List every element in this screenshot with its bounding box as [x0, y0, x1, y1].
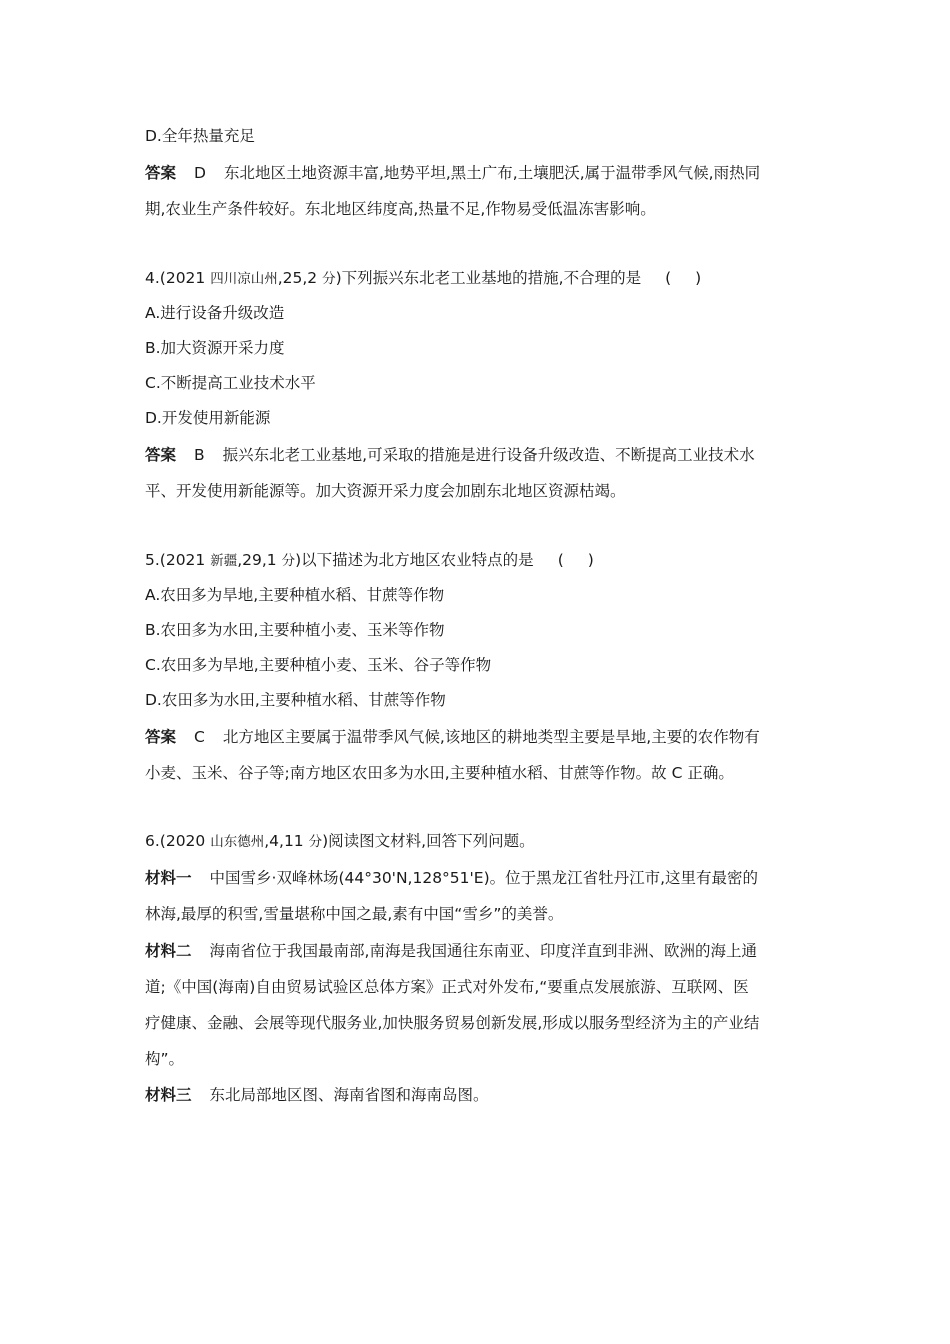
- material-1-line-1: [145, 868, 758, 888]
- answer-label: 答案: [145, 446, 177, 464]
- question-number: 4.(2021: [145, 269, 206, 287]
- q5-option-c: C.农田多为旱地,主要种植小麦、玉米、谷子等作物: [145, 656, 492, 674]
- question-text: )阅读图文材料,回答下列问题。: [322, 832, 535, 850]
- material-2-label: 材料二: [145, 942, 192, 960]
- q4-answer-line-1: [145, 445, 755, 465]
- q4-option-c: C.不断提高工业技术水平: [145, 374, 316, 392]
- q4-option-b: B.加大资源开采力度: [145, 339, 285, 357]
- answer-bracket: ( ): [665, 269, 702, 287]
- answer-bracket: ( ): [557, 551, 594, 569]
- q5-option-b: B.农田多为水田,主要种植小麦、玉米等作物: [145, 621, 445, 639]
- answer-label: 答案: [145, 728, 177, 746]
- material-2-line-3: 疗健康、金融、会展等现代服务业,加快服务贸易创新发展,形成以服务型经济为主的产业结: [145, 1014, 760, 1032]
- answer-text: 东北地区土地资源丰富,地势平坦,黑土广布,土壤肥沃,属于温带季风气候,雨热同: [223, 164, 761, 182]
- material-1-label: 材料一: [145, 869, 192, 887]
- question-points: ,4,11: [264, 832, 304, 850]
- q5-option-a: A.农田多为旱地,主要种植水稻、甘蔗等作物: [145, 586, 445, 604]
- material-3-line-1: [145, 1085, 489, 1105]
- answer-label: 答案: [145, 164, 177, 182]
- points-unit: 分: [281, 553, 296, 569]
- q4-stem: [145, 268, 713, 289]
- q6-stem: [145, 831, 535, 852]
- answer-letter: C: [194, 728, 205, 746]
- points-unit: 分: [308, 834, 323, 850]
- q3-option-d: D.全年热量充足: [145, 127, 255, 145]
- material-1-text: 中国雪乡·双峰林场(44°30'N,128°51'E)。位于黑龙江省牡丹江市,这里有最密的: [209, 869, 759, 887]
- q5-answer-line-1: [145, 727, 760, 747]
- question-source: 山东德州: [210, 834, 265, 850]
- q5-option-d: D.农田多为水田,主要种植水稻、甘蔗等作物: [145, 691, 446, 709]
- q5-stem: [145, 550, 606, 571]
- answer-letter: B: [194, 446, 205, 464]
- answer-text: 振兴东北老工业基地,可采取的措施是进行设备升级改造、不断提高工业技术水: [222, 446, 755, 464]
- question-source: 新疆: [210, 553, 238, 569]
- question-text: )以下描述为北方地区农业特点的是: [295, 551, 534, 569]
- material-2-line-4: 构”。: [145, 1050, 185, 1068]
- material-2-line-2: 道;《中国(海南)自由贸易试验区总体方案》正式对外发布,“要重点发展旅游、互联网、医: [145, 978, 749, 996]
- material-1-line-2: 林海,最厚的积雪,雪量堪称中国之最,素有中国“雪乡”的美誉。: [145, 905, 564, 923]
- material-3-label: 材料三: [145, 1086, 192, 1104]
- question-text: )下列振兴东北老工业基地的措施,不合理的是: [335, 269, 642, 287]
- question-number: 5.(2021: [145, 551, 206, 569]
- answer-letter: D: [194, 164, 206, 182]
- q4-option-d: D.开发使用新能源: [145, 409, 271, 427]
- question-number: 6.(2020: [145, 832, 206, 850]
- answer-text: 北方地区主要属于温带季风气候,该地区的耕地类型主要是旱地,主要的农作物有: [222, 728, 760, 746]
- material-2-line-1: [145, 941, 757, 961]
- material-2-text: 海南省位于我国最南部,南海是我国通往东南亚、印度洋直到非洲、欧洲的海上通: [209, 942, 757, 960]
- q3-answer-line-1: [145, 163, 760, 183]
- q5-answer-line-2: 小麦、玉米、谷子等;南方地区农田多为水田,主要种植水稻、甘蔗等作物。故 C 正确。: [145, 764, 734, 782]
- question-points: ,29,1: [237, 551, 277, 569]
- q4-option-a: A.进行设备升级改造: [145, 304, 285, 322]
- q4-answer-line-2: 平、开发使用新能源等。加大资源开采力度会加剧东北地区资源枯竭。: [145, 482, 626, 500]
- question-source: 四川凉山州: [210, 271, 278, 287]
- points-unit: 分: [322, 271, 336, 287]
- material-3-text: 东北局部地区图、海南省图和海南岛图。: [209, 1086, 489, 1104]
- q3-answer-line-2: 期,农业生产条件较好。东北地区纬度高,热量不足,作物易受低温冻害影响。: [145, 200, 656, 218]
- question-points: ,25,2: [277, 269, 318, 287]
